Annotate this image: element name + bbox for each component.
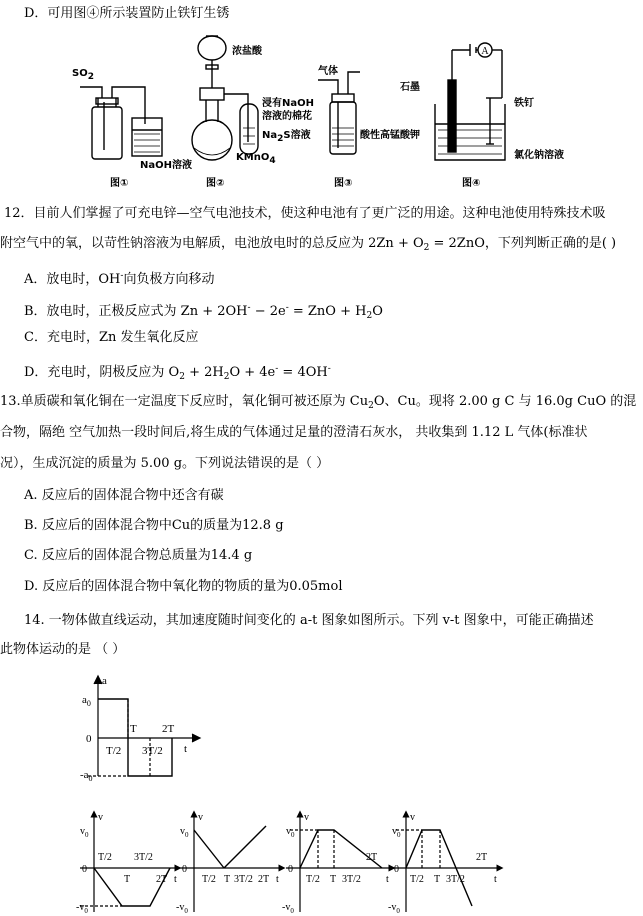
svg-text:T: T — [330, 874, 337, 885]
fig3-caption: 图③ — [334, 178, 353, 189]
svg-text:3T/2: 3T/2 — [134, 852, 153, 863]
q14-stem-line2: 此物体运动的是 （ ） — [0, 642, 126, 657]
svg-text:0: 0 — [82, 864, 87, 875]
svg-text:v0: $v_0$ — [392, 826, 401, 839]
q12-option-b: B．放电时，正极反应式为 Zn + 2OH- − 2e- = ZnO + $H_2O$ — [24, 303, 383, 321]
svg-text:2T: 2T — [156, 874, 168, 885]
fig2-caption: 图② — [206, 178, 225, 189]
q12-option-a: A．放电时，OH-向负极方向移动 — [24, 271, 215, 287]
fig2-hcl-label: 浓盐酸 — [232, 46, 262, 57]
svg-text:T: T — [434, 874, 441, 885]
vt-graph-d — [392, 814, 500, 912]
svg-text:2T: 2T — [476, 852, 488, 863]
svg-text:2T: 2T — [366, 852, 378, 863]
fig1-naoh-label: NaOH溶液 — [140, 160, 192, 171]
svg-text:T/2: T/2 — [98, 852, 112, 863]
fig2-cotton-label-1: 浸有NaOH — [262, 98, 314, 109]
svg-text:-v0: $-v_0$ — [176, 902, 188, 915]
at-T-label: T — [130, 723, 137, 735]
svg-text:0: 0 — [394, 864, 399, 875]
q13-option-c: C. 反应后的固体混合物总质量为14.4 g — [24, 548, 253, 563]
q13-option-a: A. 反应后的固体混合物中还含有碳 — [24, 488, 224, 503]
svg-text:v0: $v_0$ — [80, 826, 89, 839]
at-t-axis-label: t — [184, 743, 188, 755]
at-origin-label: 0 — [86, 733, 92, 745]
svg-text:-v0: $-v_0$ — [282, 902, 294, 915]
fig4-nail-label: 铁钉 — [514, 98, 534, 109]
svg-text:t: t — [174, 874, 177, 885]
vt-graph-c — [286, 814, 392, 912]
svg-text:t: t — [386, 874, 389, 885]
at-a0-label: $a_0$ — [82, 694, 91, 708]
q12-stem-line1: 12．目前人们掌握了可充电锌—空气电池技术，使这种电池有了更广泛的用途。这种电池使用特殊技术吸 — [4, 206, 606, 221]
svg-text:T/2: T/2 — [202, 874, 216, 885]
svg-text:v: v — [304, 812, 309, 823]
svg-text:v: v — [410, 812, 415, 823]
q14-stem-line1: 14. 一物体做直线运动，其加速度随时间变化的 a-t 图象如图所示。下列 v-t 图象中，可能正确描述 — [24, 613, 594, 628]
at-2T-label: 2T — [162, 723, 175, 735]
vt-graph-b — [180, 814, 282, 912]
svg-text:T: T — [124, 874, 131, 885]
q13-option-d: D. 反应后的固体混合物中氧化物的物质的量为0.05mol — [24, 579, 343, 594]
q12-stem-line2: 附空气中的氧，以苛性钠溶液为电解质，电池放电时的总反应为 $2Zn + O_2 = 2ZnO$，下列判断正确的是( ) — [0, 236, 617, 253]
svg-text:3T/2: 3T/2 — [446, 874, 465, 885]
at-T-half-label: T/2 — [106, 745, 122, 757]
fig4-caption: 图④ — [462, 178, 481, 189]
svg-text:v: v — [198, 812, 203, 823]
svg-text:v0: $v_0$ — [286, 826, 295, 839]
fig3-kmno4-label: 酸性高锰酸钾 — [360, 130, 420, 141]
svg-text:3T/2: 3T/2 — [342, 874, 361, 885]
svg-text:v0: $v_0$ — [180, 826, 189, 839]
svg-text:T: T — [224, 874, 231, 885]
fig2-kmno4-label: KMnO4 — [236, 152, 276, 166]
vt-graph-a — [80, 814, 178, 912]
q14-vt-graphs — [0, 806, 643, 916]
svg-text:2T: 2T — [258, 874, 270, 885]
fig3-gas-label: 气体 — [318, 66, 338, 77]
fig4-apparatus — [435, 43, 505, 160]
at-a-axis-label: a — [102, 675, 107, 687]
fig2-na2s-label: Na2S溶液 — [262, 130, 311, 144]
fig1-caption: 图① — [110, 178, 129, 189]
q13-stem-line3: 况），生成沉淀的质量为 5.00 g。下列说法错误的是（ ） — [0, 456, 330, 471]
fig3-apparatus — [318, 72, 360, 154]
fig4-nacl-label: 氯化钠溶液 — [514, 150, 564, 161]
svg-text:T/2: T/2 — [306, 874, 320, 885]
svg-text:3T/2: 3T/2 — [234, 874, 253, 885]
svg-text:t: t — [276, 874, 279, 885]
fig2-cotton-label-2: 溶液的棉花 — [262, 111, 312, 122]
svg-text:-v0: $-v_0$ — [76, 902, 88, 915]
svg-text:v: v — [98, 812, 103, 823]
q13-stem-line1: 13.单质碳和氧化铜在一定温度下反应时，氧化铜可被还原为 $Cu_2O$、Cu。现将 2.00 g C 与 16.0g CuO 的混 — [0, 394, 637, 411]
q13-stem-line2: 合物，隔绝 空气加热一段时间后,将生成的气体通过足量的澄清石灰水， 共收集到 1.12 L 气体(标准状 — [0, 425, 588, 440]
fig1-apparatus — [80, 87, 162, 159]
svg-text:T/2: T/2 — [410, 874, 424, 885]
fig1-so2-label: SO2 — [72, 68, 94, 82]
fig4-graphite-label: 石墨 — [400, 82, 420, 93]
svg-text:0: 0 — [182, 864, 187, 875]
ammeter-label: A — [481, 46, 489, 57]
svg-text:0: 0 — [288, 864, 293, 875]
svg-text:t: t — [494, 874, 497, 885]
q12-option-d: D．充电时，阴极反应为 $O_2 + 2H_2O + 4e^- = 4OH^-$ — [24, 364, 331, 382]
q11-option-d: D．可用图④所示装置防止铁钉生锈 — [24, 6, 230, 21]
q12-option-c: C．充电时，Zn 发生氧化反应 — [24, 330, 199, 345]
q14-at-graph — [80, 672, 280, 782]
svg-text:-v0: $-v_0$ — [388, 902, 400, 915]
at-3T-half-label: 3T/2 — [142, 745, 163, 757]
at-neg-a0-label: $-a_0$ — [80, 769, 93, 782]
q13-option-b: B. 反应后的固体混合物中Cu的质量为12.8 g — [24, 518, 284, 533]
